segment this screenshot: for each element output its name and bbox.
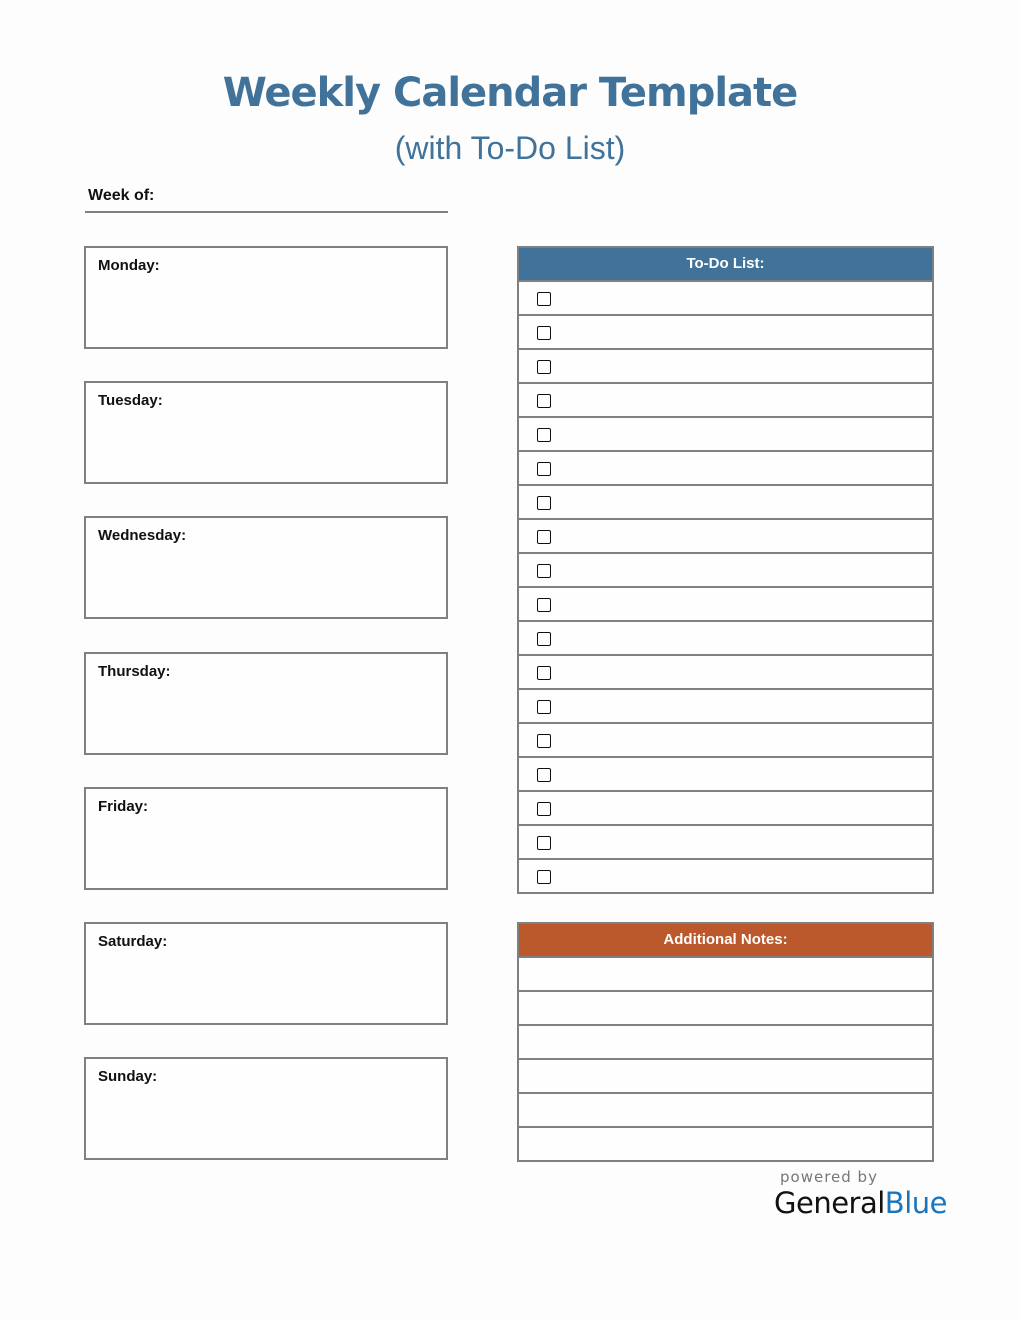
note-line[interactable] — [519, 992, 932, 1026]
week-of-label: Week of: — [88, 187, 155, 204]
day-label: Tuesday: — [98, 392, 163, 409]
todo-list — [519, 282, 932, 892]
todo-item[interactable] — [519, 418, 932, 452]
todo-item[interactable] — [519, 792, 932, 826]
day-box-wednesday[interactable] — [84, 516, 448, 619]
page-title: Weekly Calendar Template — [222, 70, 798, 116]
day-box-sunday[interactable] — [84, 1057, 448, 1160]
checkbox-icon[interactable] — [537, 598, 551, 612]
notes-header: Additional Notes: — [519, 924, 932, 958]
checkbox-icon[interactable] — [537, 292, 551, 306]
day-label: Sunday: — [98, 1068, 158, 1085]
todo-item[interactable] — [519, 826, 932, 860]
day-label: Thursday: — [98, 663, 171, 680]
todo-item[interactable] — [519, 622, 932, 656]
checkbox-icon[interactable] — [537, 564, 551, 578]
brand-blue: Blue — [884, 1186, 947, 1220]
note-line[interactable] — [519, 1060, 932, 1094]
checkbox-icon[interactable] — [537, 496, 551, 510]
checkbox-icon[interactable] — [537, 734, 551, 748]
day-box-monday[interactable] — [84, 246, 448, 349]
todo-item[interactable] — [519, 758, 932, 792]
day-box-saturday[interactable] — [84, 922, 448, 1025]
day-box-tuesday[interactable] — [84, 381, 448, 484]
todo-header: To-Do List: — [519, 248, 932, 282]
checkbox-icon[interactable] — [537, 530, 551, 544]
todo-item[interactable] — [519, 588, 932, 622]
todo-item[interactable] — [519, 520, 932, 554]
week-of-line[interactable] — [85, 211, 448, 213]
checkbox-icon[interactable] — [537, 360, 551, 374]
note-line[interactable] — [519, 1026, 932, 1060]
powered-by-text: powered by — [780, 1168, 878, 1186]
todo-item[interactable] — [519, 452, 932, 486]
checkbox-icon[interactable] — [537, 802, 551, 816]
note-line[interactable] — [519, 1094, 932, 1128]
day-label: Friday: — [98, 798, 149, 815]
checkbox-icon[interactable] — [537, 836, 551, 850]
checkbox-icon[interactable] — [537, 700, 551, 714]
todo-item[interactable] — [519, 860, 932, 892]
todo-item[interactable] — [519, 384, 932, 418]
todo-item[interactable] — [519, 656, 932, 690]
day-label: Wednesday: — [98, 527, 187, 544]
day-label: Saturday: — [98, 933, 168, 950]
checkbox-icon[interactable] — [537, 462, 551, 476]
todo-item[interactable] — [519, 486, 932, 520]
checkbox-icon[interactable] — [537, 428, 551, 442]
day-box-thursday[interactable] — [84, 652, 448, 755]
note-line[interactable] — [519, 958, 932, 992]
notes-panel — [517, 922, 934, 1162]
todo-item[interactable] — [519, 690, 932, 724]
brand-general: General — [774, 1186, 885, 1220]
notes-list — [519, 958, 932, 1160]
checkbox-icon[interactable] — [537, 632, 551, 646]
note-line[interactable] — [519, 1128, 932, 1160]
todo-item[interactable] — [519, 350, 932, 384]
generalblue-logo[interactable] — [774, 1186, 947, 1220]
todo-item[interactable] — [519, 282, 932, 316]
checkbox-icon[interactable] — [537, 870, 551, 884]
checkbox-icon[interactable] — [537, 394, 551, 408]
checkbox-icon[interactable] — [537, 768, 551, 782]
todo-item[interactable] — [519, 554, 932, 588]
checkbox-icon[interactable] — [537, 326, 551, 340]
todo-item[interactable] — [519, 724, 932, 758]
todo-panel — [517, 246, 934, 894]
todo-item[interactable] — [519, 316, 932, 350]
page-subtitle: (with To-Do List) — [394, 130, 626, 166]
checkbox-icon[interactable] — [537, 666, 551, 680]
day-box-friday[interactable] — [84, 787, 448, 890]
day-label: Monday: — [98, 257, 160, 274]
